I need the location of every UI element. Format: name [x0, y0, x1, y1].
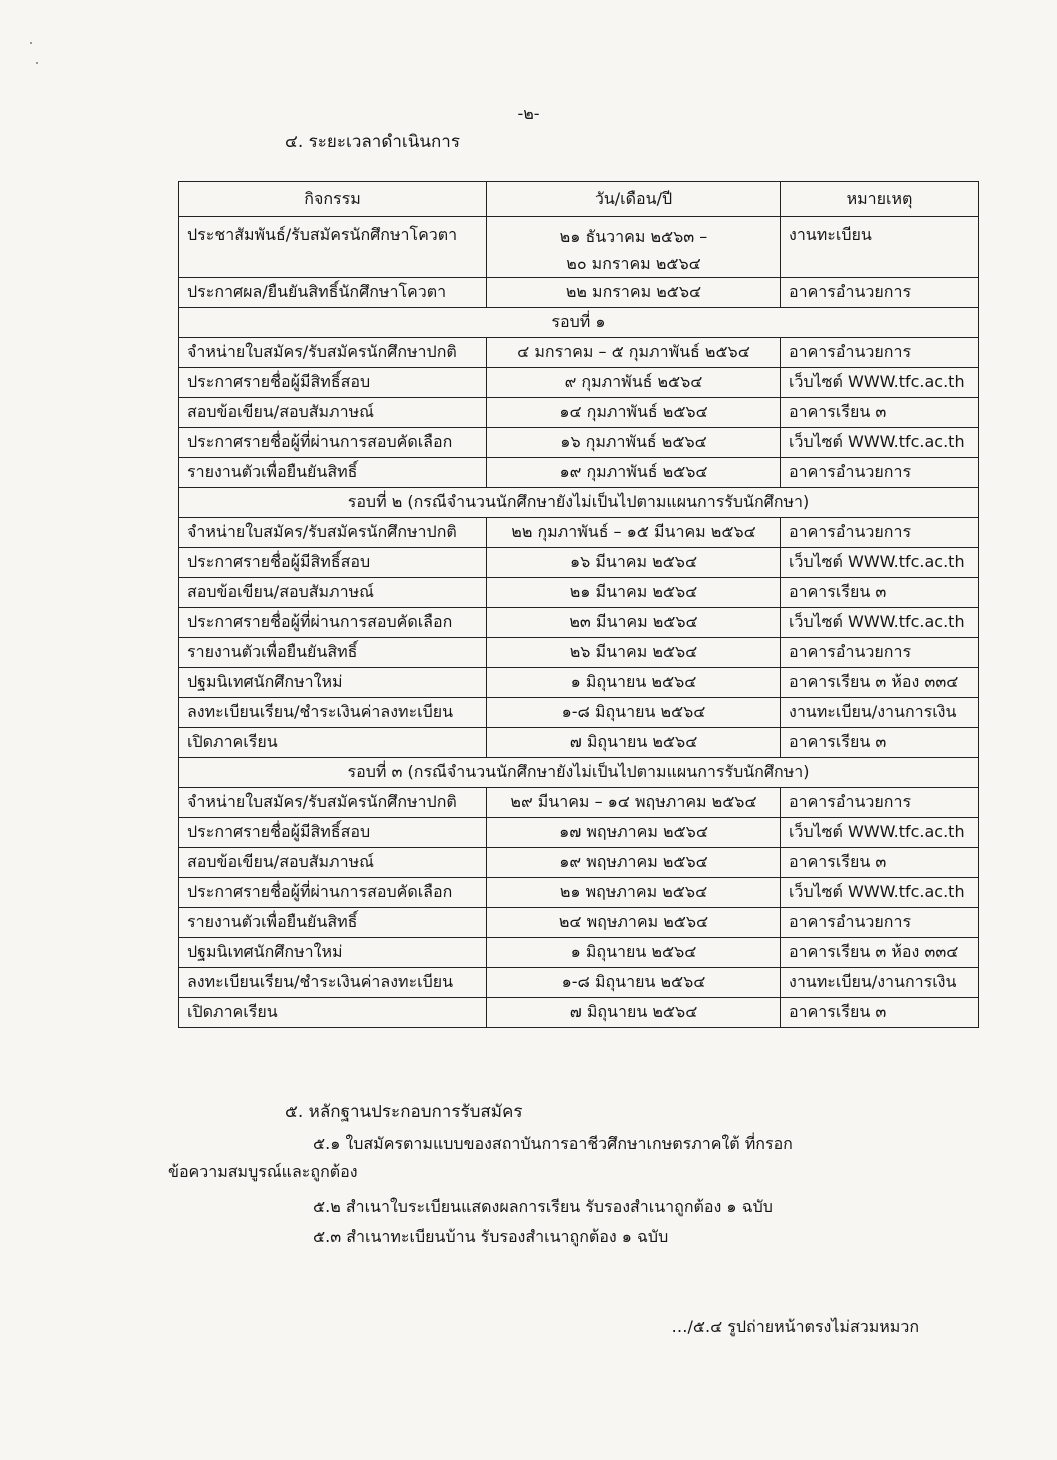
activity-cell: เปิดภาคเรียน — [179, 998, 487, 1028]
table-row — [179, 368, 979, 398]
activity-cell: ปฐมนิเทศนักศึกษาใหม่ — [179, 668, 487, 698]
requirement-5-2: ๕.๒ สำเนาใบระเบียนแสดงผลการเรียน รับรองสำเนาถูกต้อง ๑ ฉบับ — [313, 1197, 773, 1216]
activity-cell: รายงานตัวเพื่อยืนยันสิทธิ์ — [179, 638, 487, 668]
table-row — [179, 818, 979, 848]
table-row — [179, 998, 979, 1028]
requirement-5-3: ๕.๓ สำเนาทะเบียนบ้าน รับรองสำเนาถูกต้อง ๑ ฉบับ — [313, 1227, 669, 1246]
table-row — [179, 458, 979, 488]
date-cell: ๒๑ พฤษภาคม ๒๕๖๔ — [487, 878, 781, 908]
activity-cell: จำหน่ายใบสมัคร/รับสมัครนักศึกษาปกติ — [179, 518, 487, 548]
table-row — [179, 608, 979, 638]
date-cell: ๗ มิถุนายน ๒๕๖๔ — [487, 998, 781, 1028]
note-cell: อาคารอำนวยการ — [781, 788, 979, 818]
activity-cell: รายงานตัวเพื่อยืนยันสิทธิ์ — [179, 908, 487, 938]
date-cell: ๒๙ มีนาคม – ๑๔ พฤษภาคม ๒๕๖๔ — [487, 788, 781, 818]
header-activity: กิจกรรม — [179, 182, 487, 217]
table-row — [179, 788, 979, 818]
date-cell: ๑๗ พฤษภาคม ๒๕๖๔ — [487, 818, 781, 848]
note-cell: อาคารเรียน ๓ — [781, 848, 979, 878]
activity-cell: สอบข้อเขียน/สอบสัมภาษณ์ — [179, 578, 487, 608]
date-line: ๒๑ ธันวาคม ๒๕๖๓ – — [559, 227, 708, 246]
table-row — [179, 728, 979, 758]
table-row — [179, 938, 979, 968]
date-cell: ๒๔ พฤษภาคม ๒๕๖๔ — [487, 908, 781, 938]
note-cell: งานทะเบียน/งานการเงิน — [781, 698, 979, 728]
table-row — [179, 968, 979, 998]
table-row — [179, 908, 979, 938]
note-cell: อาคารอำนวยการ — [781, 338, 979, 368]
activity-cell: ลงทะเบียนเรียน/ชำระเงินค่าลงทะเบียน — [179, 968, 487, 998]
round-title: รอบที่ ๑ — [179, 308, 979, 338]
date-line: ๒๐ มกราคม ๒๕๖๔ — [566, 254, 701, 273]
activity-cell: ประกาศผล/ยืนยันสิทธิ์นักศึกษาโควตา — [179, 278, 487, 308]
note-cell: งานทะเบียน — [781, 217, 979, 278]
date-cell: ๑๙ พฤษภาคม ๒๕๖๔ — [487, 848, 781, 878]
note-cell: อาคารอำนวยการ — [781, 638, 979, 668]
activity-cell: จำหน่ายใบสมัคร/รับสมัครนักศึกษาปกติ — [179, 788, 487, 818]
date-cell: ๒๒ กุมภาพันธ์ – ๑๕ มีนาคม ๒๕๖๔ — [487, 518, 781, 548]
activity-cell: สอบข้อเขียน/สอบสัมภาษณ์ — [179, 848, 487, 878]
requirement-5-1-line-1: ๕.๑ ใบสมัครตามแบบของสถาบันการอาชีวศึกษาเกษตรภาคใต้ ที่กรอก — [313, 1134, 793, 1153]
table-row — [179, 578, 979, 608]
note-cell: อาคารเรียน ๓ — [781, 998, 979, 1028]
date-cell: ๙ กุมภาพันธ์ ๒๕๖๔ — [487, 368, 781, 398]
note-cell: อาคารเรียน ๓ — [781, 728, 979, 758]
table-row — [179, 638, 979, 668]
activity-cell: ลงทะเบียนเรียน/ชำระเงินค่าลงทะเบียน — [179, 698, 487, 728]
date-cell: ๔ มกราคม – ๕ กุมภาพันธ์ ๒๕๖๔ — [487, 338, 781, 368]
requirement-5-1-line-2: ข้อความสมบูรณ์และถูกต้อง — [168, 1162, 358, 1181]
section-5-title: ๕. หลักฐานประกอบการรับสมัคร — [285, 1102, 523, 1122]
header-date: วัน/เดือน/ปี — [487, 182, 781, 217]
date-cell: ๑ มิถุนายน ๒๕๖๔ — [487, 668, 781, 698]
round-header-row — [179, 488, 979, 518]
table-row — [179, 217, 979, 278]
note-cell: เว็บไซต์ WWW.tfc.ac.th — [781, 878, 979, 908]
activity-cell: ประกาศรายชื่อผู้ที่ผ่านการสอบคัดเลือก — [179, 878, 487, 908]
activity-cell: จำหน่ายใบสมัคร/รับสมัครนักศึกษาปกติ — [179, 338, 487, 368]
note-cell: งานทะเบียน/งานการเงิน — [781, 968, 979, 998]
table-row — [179, 428, 979, 458]
note-cell: อาคารอำนวยการ — [781, 458, 979, 488]
table-header-row — [179, 182, 979, 217]
date-cell: ๑๔ กุมภาพันธ์ ๒๕๖๔ — [487, 398, 781, 428]
activity-cell: ประกาศรายชื่อผู้ที่ผ่านการสอบคัดเลือก — [179, 428, 487, 458]
section-4-title: ๔. ระยะเวลาดำเนินการ — [285, 132, 460, 152]
date-cell: ๑-๘ มิถุนายน ๒๕๖๔ — [487, 968, 781, 998]
date-cell — [487, 217, 781, 278]
date-cell: ๑๖ มีนาคม ๒๕๖๔ — [487, 548, 781, 578]
note-cell: อาคารเรียน ๓ ห้อง ๓๓๔ — [781, 938, 979, 968]
date-cell: ๒๓ มีนาคม ๒๕๖๔ — [487, 608, 781, 638]
date-cell: ๑๖ กุมภาพันธ์ ๒๕๖๔ — [487, 428, 781, 458]
date-cell: ๒๒ มกราคม ๒๕๖๔ — [487, 278, 781, 308]
continuation-note: …/๕.๔ รูปถ่ายหน้าตรงไม่สวมหมวก — [671, 1317, 919, 1336]
note-cell: เว็บไซต์ WWW.tfc.ac.th — [781, 608, 979, 638]
scan-speck — [30, 42, 32, 44]
activity-cell: สอบข้อเขียน/สอบสัมภาษณ์ — [179, 398, 487, 428]
activity-cell: รายงานตัวเพื่อยืนยันสิทธิ์ — [179, 458, 487, 488]
table-row — [179, 668, 979, 698]
note-cell: เว็บไซต์ WWW.tfc.ac.th — [781, 428, 979, 458]
table-row — [179, 848, 979, 878]
note-cell: เว็บไซต์ WWW.tfc.ac.th — [781, 368, 979, 398]
activity-cell: ประกาศรายชื่อผู้มีสิทธิ์สอบ — [179, 548, 487, 578]
round-header-row — [179, 758, 979, 788]
note-cell: อาคารอำนวยการ — [781, 908, 979, 938]
table-row — [179, 278, 979, 308]
note-cell: อาคารอำนวยการ — [781, 278, 979, 308]
date-cell: ๑๙ กุมภาพันธ์ ๒๕๖๔ — [487, 458, 781, 488]
table-row — [179, 548, 979, 578]
activity-cell: เปิดภาคเรียน — [179, 728, 487, 758]
note-cell: อาคารเรียน ๓ ห้อง ๓๓๔ — [781, 668, 979, 698]
schedule-table — [178, 181, 979, 1028]
date-cell: ๑-๘ มิถุนายน ๒๕๖๔ — [487, 698, 781, 728]
table-row — [179, 518, 979, 548]
page-number: -๒- — [517, 104, 540, 123]
round-title: รอบที่ ๒ (กรณีจำนวนนักศึกษายังไม่เป็นไปตามแผนการรับนักศึกษา) — [179, 488, 979, 518]
scan-speck — [36, 62, 38, 64]
activity-cell: ปฐมนิเทศนักศึกษาใหม่ — [179, 938, 487, 968]
table-row — [179, 398, 979, 428]
date-cell: ๒๑ มีนาคม ๒๕๖๔ — [487, 578, 781, 608]
round-header-row — [179, 308, 979, 338]
note-cell: อาคารเรียน ๓ — [781, 578, 979, 608]
activity-cell: ประกาศรายชื่อผู้ที่ผ่านการสอบคัดเลือก — [179, 608, 487, 638]
table-row — [179, 338, 979, 368]
activity-cell: ประกาศรายชื่อผู้มีสิทธิ์สอบ — [179, 368, 487, 398]
note-cell: อาคารอำนวยการ — [781, 518, 979, 548]
header-note: หมายเหตุ — [781, 182, 979, 217]
note-cell: เว็บไซต์ WWW.tfc.ac.th — [781, 548, 979, 578]
table-row — [179, 878, 979, 908]
note-cell: เว็บไซต์ WWW.tfc.ac.th — [781, 818, 979, 848]
date-cell: ๑ มิถุนายน ๒๕๖๔ — [487, 938, 781, 968]
date-cell: ๗ มิถุนายน ๒๕๖๔ — [487, 728, 781, 758]
table-row — [179, 698, 979, 728]
note-cell: อาคารเรียน ๓ — [781, 398, 979, 428]
round-title: รอบที่ ๓ (กรณีจำนวนนักศึกษายังไม่เป็นไปตามแผนการรับนักศึกษา) — [179, 758, 979, 788]
activity-cell: ประกาศรายชื่อผู้มีสิทธิ์สอบ — [179, 818, 487, 848]
date-cell: ๒๖ มีนาคม ๒๕๖๔ — [487, 638, 781, 668]
activity-cell: ประชาสัมพันธ์/รับสมัครนักศึกษาโควตา — [179, 217, 487, 278]
